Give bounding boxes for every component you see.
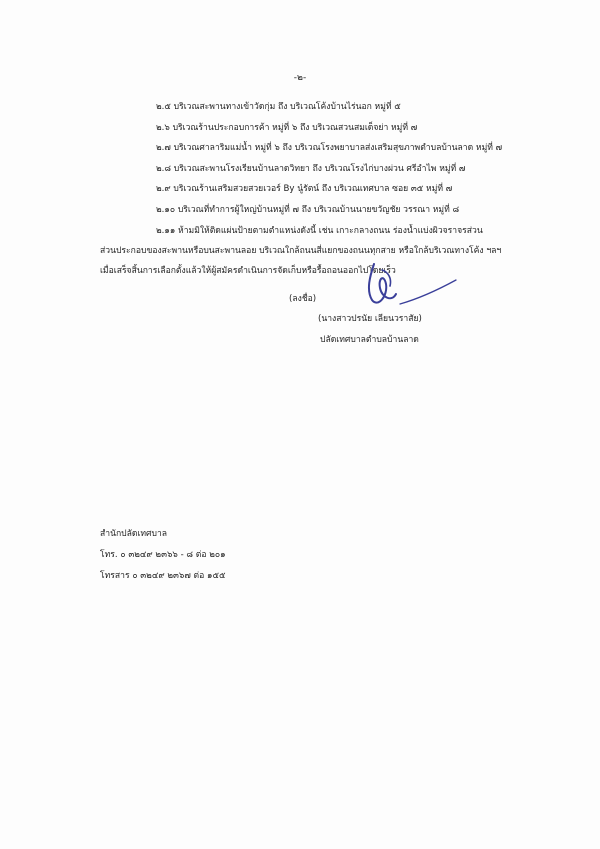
list-item-2-6: ๒.๖ บริเวณร้านประกอบการค้า หมู่ที่ ๖ ถึง บริเวณสวนสมเด็จย่า หมู่ที่ ๗ [156, 123, 418, 133]
list-item-2-11-line-2: ส่วนประกอบของสะพานหรือบนสะพานลอย บริเวณใกล้ถนนสี่แยกของถนนทุกสาย หรือใกล้บริเวณทางโค้ง ฯลฯ [100, 246, 502, 256]
footer-phone: โทร. ๐ ๓๒๔๙ ๒๓๖๖ - ๘ ต่อ ๒๐๑ [100, 550, 226, 560]
handwritten-signature [352, 256, 472, 316]
footer-office: สำนักปลัดเทศบาล [100, 529, 168, 539]
page-number: -๒- [293, 73, 307, 83]
list-item-2-5: ๒.๕ บริเวณสะพานทางเข้าวัดกุ่ม ถึง บริเวณโค้งบ้านไร่นอก หมู่ที่ ๕ [156, 102, 401, 112]
list-item-2-7: ๒.๗ บริเวณศาลาริมแม่น้ำ หมู่ที่ ๖ ถึง บริเวณโรงพยาบาลส่งเสริมสุขภาพตำบลบ้านลาด หมู่ที่ ๗ [156, 143, 503, 153]
signer-position: ปลัดเทศบาลตำบลบ้านลาด [320, 335, 419, 345]
list-item-2-8: ๒.๘ บริเวณสะพานโรงเรียนบ้านลาดวิทยา ถึง บริเวณโรงไก่บางผ่วน ศรีอำไพ หมู่ที่ ๗ [156, 164, 466, 174]
list-item-2-11-line-3: เมื่อเสร็จสิ้นการเลือกตั้งแล้วให้ผู้สมัครดำเนินการจัดเก็บหรือรื้อถอนออกไปโดยเร็ว [100, 266, 396, 276]
footer-fax: โทรสาร ๐ ๓๒๔๙ ๒๓๖๗ ต่อ ๑๕๕ [100, 571, 226, 581]
list-item-2-9: ๒.๙ บริเวณร้านเสริมสวยสวยเวอร์ By นู๋รัตน์ ถึง บริเวณเทศบาล ซอย ๓๕ หมู่ที่ ๗ [156, 184, 453, 194]
sign-label: (ลงชื่อ) [289, 294, 317, 304]
signer-name: (นางสาวปรนัย เลียนวราสัย) [318, 314, 422, 324]
list-item-2-11-line-1: ๒.๑๑ ห้ามมิให้ติดแผ่นป้ายตามตำแหน่งดังนี้ เช่น เกาะกลางถนน ร่องน้ำแบ่งผิวจราจรส่วน [156, 226, 483, 236]
list-item-2-10: ๒.๑๐ บริเวณที่ทำการผู้ใหญ่บ้านหมู่ที่ ๗ ถึง บริเวณบ้านนายขวัญชัย วรรณา หมู่ที่ ๘ [156, 205, 460, 215]
